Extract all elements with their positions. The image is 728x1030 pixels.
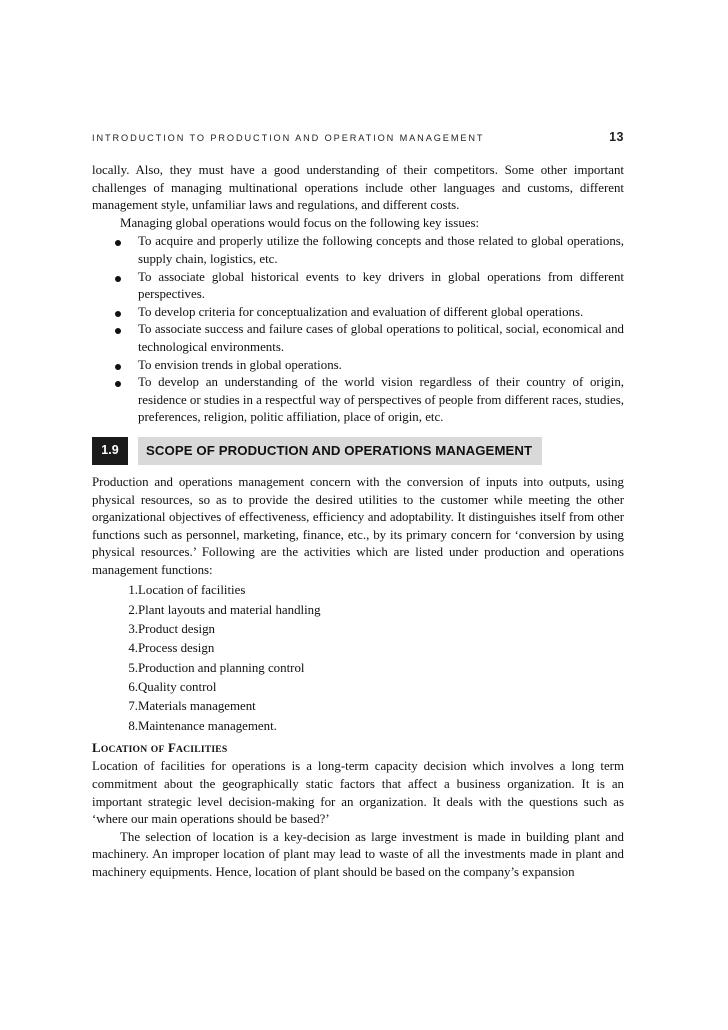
function-number: 2.: [128, 602, 138, 617]
function-number: 4.: [128, 641, 138, 656]
page-number: 13: [609, 130, 624, 144]
heading-sc-acilities: ACILITIES: [176, 743, 228, 755]
function-item: [92, 717, 624, 736]
function-item: [92, 697, 624, 716]
heading-sc-ocation: OCATION: [100, 743, 148, 755]
function-text: Product design: [138, 622, 215, 637]
function-text: Plant layouts and material handling: [138, 602, 321, 617]
function-item: [92, 678, 624, 697]
heading-sc-of: OF: [150, 743, 165, 755]
heading-cap-f: F: [167, 740, 177, 755]
heading-cap-l: L: [92, 740, 101, 755]
function-number: 3.: [128, 622, 138, 637]
running-title: INTRODUCTION TO PRODUCTION AND OPERATION MANAGEMENT: [92, 133, 485, 143]
scope-paragraph: Production and operations management concern with the conversion of inputs into outputs, using physical resources, so as to provide the desired utilities to the customer while meeting the other organizational objectives of effectiveness, efficiency and adoptability. It distinguishes itself from other functions such as personnel, marketing, finance, etc., by its primary concern for ‘conversion by using physical resources.’ Following are the activities which are listed under production and operations management functions:: [92, 474, 624, 577]
function-text: Production and planning control: [138, 660, 305, 675]
section-number: 1.9: [92, 437, 128, 465]
function-number: 5.: [128, 660, 138, 675]
function-text: Location of facilities: [138, 583, 246, 598]
key-issue-item: To associate success and failure cases of global operations to political, social, economical and technological environments.: [92, 321, 624, 356]
key-issues-list: [92, 233, 624, 427]
section-title: SCOPE OF PRODUCTION AND OPERATIONS MANAGEMENT: [138, 437, 542, 465]
location-of-facilities-heading: [92, 740, 624, 759]
function-item: [92, 581, 624, 600]
body-text: [92, 162, 624, 882]
function-text: Maintenance management.: [138, 718, 277, 733]
key-issue-item: To develop criteria for conceptualization and evaluation of different global operations.: [92, 304, 624, 322]
key-issue-item: To associate global historical events to key drivers in global operations from different perspectives.: [92, 269, 624, 304]
function-number: 6.: [128, 679, 138, 694]
function-item: [92, 639, 624, 658]
function-item: [92, 601, 624, 620]
key-issue-item: To develop an understanding of the world vision regardless of their country of origin, residence or studies in a respectful way of perspectives of people from different races, studies, preferences, religion, politic affiliation, place of origin, etc.: [92, 374, 624, 427]
function-text: Materials management: [138, 699, 256, 714]
function-text: Quality control: [138, 679, 217, 694]
location-paragraph-2: The selection of location is a key-decision as large investment is made in building plant and machinery. An improper location of plant may lead to waste of all the investments made in plant and machinery equipments. Hence, location of plant should be based on the company’s expansion: [92, 829, 624, 879]
function-text: Process design: [138, 641, 215, 656]
key-issue-item: To acquire and properly utilize the following concepts and those related to global operations, supply chain, logistics, etc.: [92, 233, 624, 268]
section-heading: [92, 437, 624, 465]
location-paragraph-1: Location of facilities for operations is a long-term capacity decision which involves a long term commitment about the geographically static factors that affect a business organization. It is an important strategic level decision-making for an organization. It deals with the questions such as ‘where our main operations should be based?’: [92, 759, 624, 827]
function-item: [92, 620, 624, 639]
functions-list: [92, 581, 624, 735]
function-number: 8.: [128, 718, 138, 733]
function-number: 7.: [128, 699, 138, 714]
intro-paragraph: locally. Also, they must have a good understanding of their competitors. Some other important challenges of managing multinational operations include other languages and customs, different management style, unfamiliar laws and regulations, and different costs.: [92, 163, 624, 213]
book-page: [92, 130, 624, 882]
key-issues-lead: Managing global operations would focus on the following key issues:: [120, 215, 480, 230]
function-item: [92, 659, 624, 678]
section-heading-gap: [128, 437, 138, 465]
running-header: [92, 130, 624, 150]
key-issue-item: To envision trends in global operations.: [92, 357, 624, 375]
function-number: 1.: [128, 583, 138, 598]
